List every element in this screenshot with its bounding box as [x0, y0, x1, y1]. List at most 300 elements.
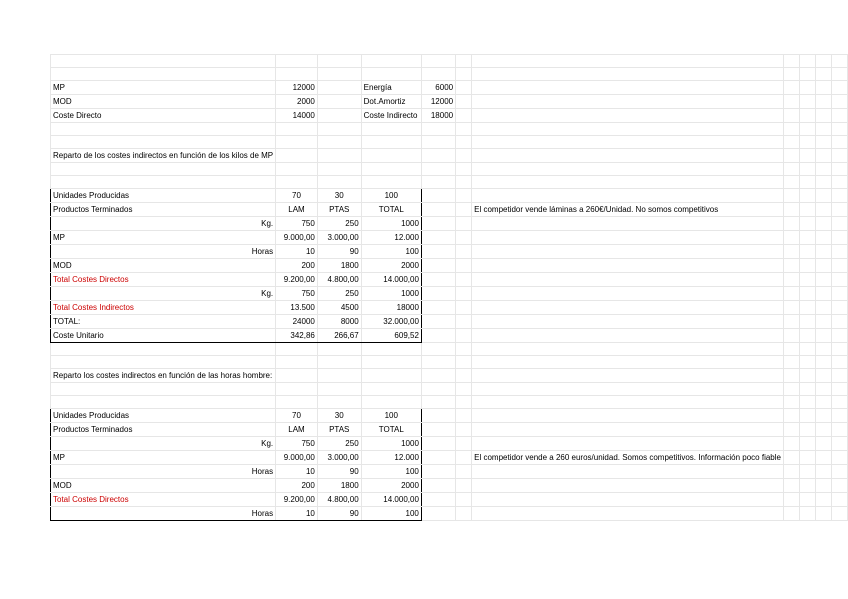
cell[interactable]	[799, 149, 815, 163]
cell[interactable]	[317, 109, 361, 123]
cell[interactable]	[421, 163, 455, 176]
cell[interactable]	[799, 217, 815, 231]
row-label[interactable]: Kg.	[51, 217, 276, 231]
cell[interactable]	[783, 136, 799, 149]
cell[interactable]	[815, 451, 831, 465]
cell[interactable]	[783, 203, 799, 217]
row-label[interactable]: Horas	[51, 245, 276, 259]
cell[interactable]	[799, 301, 815, 315]
cell[interactable]	[456, 451, 472, 465]
cell[interactable]	[456, 301, 472, 315]
row-value[interactable]: 100	[361, 465, 421, 479]
cell[interactable]	[815, 189, 831, 203]
row-value[interactable]: 30	[317, 409, 361, 423]
cell[interactable]	[421, 203, 455, 217]
row-value[interactable]: 200	[276, 259, 318, 273]
cell[interactable]	[815, 259, 831, 273]
cell[interactable]	[276, 343, 318, 356]
cell[interactable]	[783, 231, 799, 245]
cell[interactable]	[831, 437, 847, 451]
row-label[interactable]: MOD	[51, 479, 276, 493]
cell[interactable]	[456, 396, 472, 409]
row-value[interactable]: TOTAL	[361, 423, 421, 437]
row-value[interactable]: 18000	[361, 301, 421, 315]
cell[interactable]	[783, 149, 799, 163]
cell[interactable]	[815, 149, 831, 163]
cell[interactable]	[815, 176, 831, 189]
cell[interactable]	[472, 273, 784, 287]
cell[interactable]	[317, 149, 361, 163]
row-value[interactable]: 250	[317, 287, 361, 301]
row-value[interactable]: 32.000,00	[361, 315, 421, 329]
row-value[interactable]: 30	[317, 189, 361, 203]
cell[interactable]	[783, 465, 799, 479]
cell[interactable]	[799, 329, 815, 343]
cell[interactable]	[456, 329, 472, 343]
cell[interactable]	[831, 356, 847, 369]
cell[interactable]	[472, 287, 784, 301]
cell[interactable]	[421, 273, 455, 287]
cell[interactable]	[815, 136, 831, 149]
cell[interactable]	[456, 109, 472, 123]
cell[interactable]	[815, 287, 831, 301]
row-value[interactable]: 8000	[317, 315, 361, 329]
cell[interactable]	[456, 203, 472, 217]
cell[interactable]	[51, 176, 276, 189]
row-value[interactable]: 90	[317, 245, 361, 259]
row-value[interactable]: 10	[276, 465, 318, 479]
row-value[interactable]: 1000	[361, 437, 421, 451]
cell[interactable]	[783, 329, 799, 343]
cell[interactable]	[276, 55, 318, 68]
row-label[interactable]: Horas	[51, 465, 276, 479]
cell[interactable]	[783, 123, 799, 136]
cell[interactable]	[783, 356, 799, 369]
cell[interactable]	[799, 423, 815, 437]
cell[interactable]	[831, 259, 847, 273]
cell[interactable]	[456, 259, 472, 273]
row-value[interactable]: 750	[276, 437, 318, 451]
cell[interactable]	[831, 163, 847, 176]
row-value[interactable]: 9.000,00	[276, 231, 318, 245]
cell[interactable]	[421, 369, 455, 383]
cell[interactable]	[799, 479, 815, 493]
cell[interactable]	[815, 95, 831, 109]
row-value[interactable]: 1000	[361, 287, 421, 301]
summary-indirect-value[interactable]: 6000	[421, 81, 455, 95]
row-value[interactable]: 1000	[361, 217, 421, 231]
cell[interactable]	[317, 163, 361, 176]
cell[interactable]	[456, 176, 472, 189]
cell[interactable]	[783, 287, 799, 301]
section-1-title[interactable]: Reparto de los costes indirectos en función de los kilos de MP	[51, 149, 276, 163]
row-value[interactable]: 250	[317, 217, 361, 231]
cell[interactable]	[456, 95, 472, 109]
cell[interactable]	[421, 493, 455, 507]
cell[interactable]	[472, 189, 784, 203]
cell[interactable]	[456, 423, 472, 437]
cell[interactable]	[815, 203, 831, 217]
cell[interactable]	[799, 123, 815, 136]
row-value[interactable]: PTAS	[317, 203, 361, 217]
cell[interactable]	[276, 68, 318, 81]
cell[interactable]	[472, 479, 784, 493]
cell[interactable]	[421, 479, 455, 493]
cell[interactable]	[815, 315, 831, 329]
cell[interactable]	[421, 409, 455, 423]
cell[interactable]	[472, 329, 784, 343]
cell[interactable]	[831, 176, 847, 189]
competitor-note[interactable]: El competidor vende a 260 euros/unidad. Somos competitivos. Información poco fiable	[472, 451, 784, 465]
cell[interactable]	[815, 356, 831, 369]
cell[interactable]	[799, 383, 815, 396]
cell[interactable]	[831, 109, 847, 123]
cell[interactable]	[831, 189, 847, 203]
cell[interactable]	[799, 189, 815, 203]
cell[interactable]	[421, 437, 455, 451]
cell[interactable]	[361, 356, 421, 369]
summary-direct-value[interactable]: 14000	[276, 109, 318, 123]
cell[interactable]	[472, 259, 784, 273]
cell[interactable]	[831, 465, 847, 479]
cell[interactable]	[472, 493, 784, 507]
cell[interactable]	[421, 149, 455, 163]
cell[interactable]	[472, 245, 784, 259]
cell[interactable]	[472, 343, 784, 356]
cell[interactable]	[815, 55, 831, 68]
cell[interactable]	[276, 123, 318, 136]
cell[interactable]	[472, 409, 784, 423]
cell[interactable]	[472, 109, 784, 123]
summary-direct-value[interactable]: 12000	[276, 81, 318, 95]
cell[interactable]	[799, 451, 815, 465]
row-label[interactable]: Horas	[51, 507, 276, 521]
cell[interactable]	[831, 149, 847, 163]
cell[interactable]	[456, 217, 472, 231]
cell[interactable]	[831, 301, 847, 315]
cell[interactable]	[421, 231, 455, 245]
cell[interactable]	[317, 68, 361, 81]
cell[interactable]	[815, 409, 831, 423]
cell[interactable]	[815, 329, 831, 343]
cell[interactable]	[815, 423, 831, 437]
cell[interactable]	[456, 383, 472, 396]
cell[interactable]	[783, 315, 799, 329]
cell[interactable]	[783, 55, 799, 68]
cell[interactable]	[421, 259, 455, 273]
cell[interactable]	[815, 109, 831, 123]
cell[interactable]	[799, 409, 815, 423]
cell[interactable]	[51, 356, 276, 369]
cell[interactable]	[276, 369, 318, 383]
cell[interactable]	[799, 465, 815, 479]
cell[interactable]	[276, 163, 318, 176]
row-value[interactable]: LAM	[276, 203, 318, 217]
cell[interactable]	[783, 493, 799, 507]
cell[interactable]	[317, 136, 361, 149]
cell[interactable]	[831, 273, 847, 287]
cell[interactable]	[831, 369, 847, 383]
cell[interactable]	[421, 189, 455, 203]
row-value[interactable]: 70	[276, 189, 318, 203]
cell[interactable]	[456, 287, 472, 301]
cell[interactable]	[421, 315, 455, 329]
cell[interactable]	[456, 55, 472, 68]
cell[interactable]	[361, 343, 421, 356]
cell[interactable]	[317, 176, 361, 189]
row-value[interactable]: LAM	[276, 423, 318, 437]
cell[interactable]	[799, 136, 815, 149]
row-value[interactable]: 100	[361, 245, 421, 259]
cell[interactable]	[472, 123, 784, 136]
row-label[interactable]: TOTAL:	[51, 315, 276, 329]
cell[interactable]	[799, 95, 815, 109]
cell[interactable]	[783, 95, 799, 109]
cell[interactable]	[456, 136, 472, 149]
cell[interactable]	[51, 383, 276, 396]
cell[interactable]	[831, 507, 847, 521]
row-value[interactable]: 3.000,00	[317, 231, 361, 245]
cell[interactable]	[831, 383, 847, 396]
cell[interactable]	[815, 479, 831, 493]
cell[interactable]	[421, 176, 455, 189]
cell[interactable]	[831, 95, 847, 109]
row-label[interactable]: Unidades Producidas	[51, 409, 276, 423]
cell[interactable]	[456, 507, 472, 521]
row-label[interactable]: Kg.	[51, 437, 276, 451]
cell[interactable]	[831, 343, 847, 356]
cell[interactable]	[815, 383, 831, 396]
cell[interactable]	[456, 437, 472, 451]
cell[interactable]	[317, 356, 361, 369]
cell[interactable]	[472, 423, 784, 437]
cell[interactable]	[361, 369, 421, 383]
cell[interactable]	[831, 231, 847, 245]
cell[interactable]	[472, 301, 784, 315]
cell[interactable]	[815, 301, 831, 315]
cell[interactable]	[472, 465, 784, 479]
row-value[interactable]: 10	[276, 245, 318, 259]
cell[interactable]	[421, 301, 455, 315]
cell[interactable]	[456, 273, 472, 287]
cell[interactable]	[815, 231, 831, 245]
row-label[interactable]: Total Costes Indirectos	[51, 301, 276, 315]
cell[interactable]	[799, 315, 815, 329]
cell[interactable]	[421, 123, 455, 136]
cell[interactable]	[317, 55, 361, 68]
cell[interactable]	[472, 356, 784, 369]
cell[interactable]	[421, 356, 455, 369]
row-value[interactable]: 750	[276, 217, 318, 231]
row-value[interactable]: 3.000,00	[317, 451, 361, 465]
cell[interactable]	[831, 217, 847, 231]
cell[interactable]	[831, 123, 847, 136]
row-value[interactable]: 266,67	[317, 329, 361, 343]
cell[interactable]	[276, 396, 318, 409]
cell[interactable]	[472, 149, 784, 163]
cell[interactable]	[783, 245, 799, 259]
row-value[interactable]: 9.200,00	[276, 273, 318, 287]
cell[interactable]	[831, 287, 847, 301]
row-value[interactable]: PTAS	[317, 423, 361, 437]
cell[interactable]	[472, 136, 784, 149]
cell[interactable]	[421, 136, 455, 149]
cell[interactable]	[799, 231, 815, 245]
row-value[interactable]: TOTAL	[361, 203, 421, 217]
cell[interactable]	[361, 123, 421, 136]
cell[interactable]	[51, 68, 276, 81]
section-2-title[interactable]: Reparto los costes indirectos en función de las horas hombre:	[51, 369, 276, 383]
summary-indirect-label[interactable]: Coste Indirecto	[361, 109, 421, 123]
cell[interactable]	[799, 493, 815, 507]
row-value[interactable]: 4.800,00	[317, 493, 361, 507]
row-value[interactable]: 10	[276, 507, 318, 521]
cell[interactable]	[456, 369, 472, 383]
row-value[interactable]: 609,52	[361, 329, 421, 343]
cell[interactable]	[815, 396, 831, 409]
summary-direct-label[interactable]: MOD	[51, 95, 276, 109]
cell[interactable]	[799, 287, 815, 301]
summary-direct-label[interactable]: Coste Directo	[51, 109, 276, 123]
cell[interactable]	[472, 55, 784, 68]
cell[interactable]	[421, 287, 455, 301]
cell[interactable]	[361, 176, 421, 189]
cell[interactable]	[831, 396, 847, 409]
cell[interactable]	[815, 507, 831, 521]
cell[interactable]	[783, 163, 799, 176]
row-value[interactable]: 9.000,00	[276, 451, 318, 465]
row-value[interactable]: 90	[317, 465, 361, 479]
row-value[interactable]: 342,86	[276, 329, 318, 343]
cell[interactable]	[472, 315, 784, 329]
cell[interactable]	[317, 369, 361, 383]
cell[interactable]	[276, 356, 318, 369]
row-value[interactable]: 4500	[317, 301, 361, 315]
cell[interactable]	[799, 437, 815, 451]
cell[interactable]	[815, 493, 831, 507]
row-label[interactable]: Unidades Producidas	[51, 189, 276, 203]
cell[interactable]	[815, 163, 831, 176]
summary-direct-value[interactable]: 2000	[276, 95, 318, 109]
row-value[interactable]: 24000	[276, 315, 318, 329]
row-label[interactable]: MP	[51, 451, 276, 465]
cell[interactable]	[276, 149, 318, 163]
cell[interactable]	[799, 163, 815, 176]
cell[interactable]	[815, 273, 831, 287]
cell[interactable]	[831, 245, 847, 259]
cell[interactable]	[472, 68, 784, 81]
cell[interactable]	[456, 315, 472, 329]
cell[interactable]	[831, 203, 847, 217]
cell[interactable]	[783, 259, 799, 273]
row-value[interactable]: 1800	[317, 259, 361, 273]
cell[interactable]	[799, 176, 815, 189]
cell[interactable]	[361, 163, 421, 176]
cell[interactable]	[421, 465, 455, 479]
cell[interactable]	[799, 259, 815, 273]
cell[interactable]	[831, 493, 847, 507]
row-value[interactable]: 70	[276, 409, 318, 423]
row-label[interactable]: Coste Unitario	[51, 329, 276, 343]
cell[interactable]	[317, 81, 361, 95]
cell[interactable]	[472, 396, 784, 409]
cell[interactable]	[276, 136, 318, 149]
cell[interactable]	[361, 68, 421, 81]
cell[interactable]	[783, 383, 799, 396]
cell[interactable]	[783, 437, 799, 451]
cell[interactable]	[831, 451, 847, 465]
cell[interactable]	[456, 343, 472, 356]
cell[interactable]	[456, 189, 472, 203]
cell[interactable]	[421, 423, 455, 437]
row-value[interactable]: 14.000,00	[361, 273, 421, 287]
row-value[interactable]: 2000	[361, 479, 421, 493]
cell[interactable]	[51, 123, 276, 136]
cell[interactable]	[317, 95, 361, 109]
cell[interactable]	[361, 383, 421, 396]
row-value[interactable]: 1800	[317, 479, 361, 493]
cell[interactable]	[783, 109, 799, 123]
cell[interactable]	[831, 81, 847, 95]
cell[interactable]	[783, 507, 799, 521]
cell[interactable]	[361, 149, 421, 163]
row-label[interactable]: Total Costes Directos	[51, 493, 276, 507]
cell[interactable]	[799, 507, 815, 521]
cell[interactable]	[421, 55, 455, 68]
summary-indirect-label[interactable]: Energía	[361, 81, 421, 95]
cell[interactable]	[831, 409, 847, 423]
cell[interactable]	[831, 479, 847, 493]
cell[interactable]	[421, 329, 455, 343]
row-value[interactable]: 90	[317, 507, 361, 521]
cell[interactable]	[421, 217, 455, 231]
summary-indirect-label[interactable]: Dot.Amortiz	[361, 95, 421, 109]
cell[interactable]	[799, 273, 815, 287]
cell[interactable]	[815, 68, 831, 81]
cell[interactable]	[456, 245, 472, 259]
cell[interactable]	[361, 136, 421, 149]
cell[interactable]	[815, 217, 831, 231]
cell[interactable]	[421, 396, 455, 409]
row-value[interactable]: 12.000	[361, 231, 421, 245]
row-value[interactable]: 100	[361, 409, 421, 423]
cell[interactable]	[783, 189, 799, 203]
cell[interactable]	[456, 356, 472, 369]
cell[interactable]	[456, 465, 472, 479]
cell[interactable]	[317, 123, 361, 136]
cell[interactable]	[317, 383, 361, 396]
cell[interactable]	[783, 479, 799, 493]
cell[interactable]	[783, 369, 799, 383]
cell[interactable]	[831, 423, 847, 437]
row-value[interactable]: 9.200,00	[276, 493, 318, 507]
cell[interactable]	[472, 163, 784, 176]
cell[interactable]	[421, 451, 455, 465]
cell[interactable]	[799, 369, 815, 383]
cell[interactable]	[815, 123, 831, 136]
cell[interactable]	[799, 343, 815, 356]
cell[interactable]	[783, 343, 799, 356]
summary-indirect-value[interactable]: 18000	[421, 109, 455, 123]
cell[interactable]	[783, 409, 799, 423]
cell[interactable]	[421, 245, 455, 259]
cell[interactable]	[421, 68, 455, 81]
cell[interactable]	[361, 55, 421, 68]
cell[interactable]	[51, 136, 276, 149]
cell[interactable]	[831, 329, 847, 343]
cell[interactable]	[472, 231, 784, 245]
cell[interactable]	[51, 396, 276, 409]
